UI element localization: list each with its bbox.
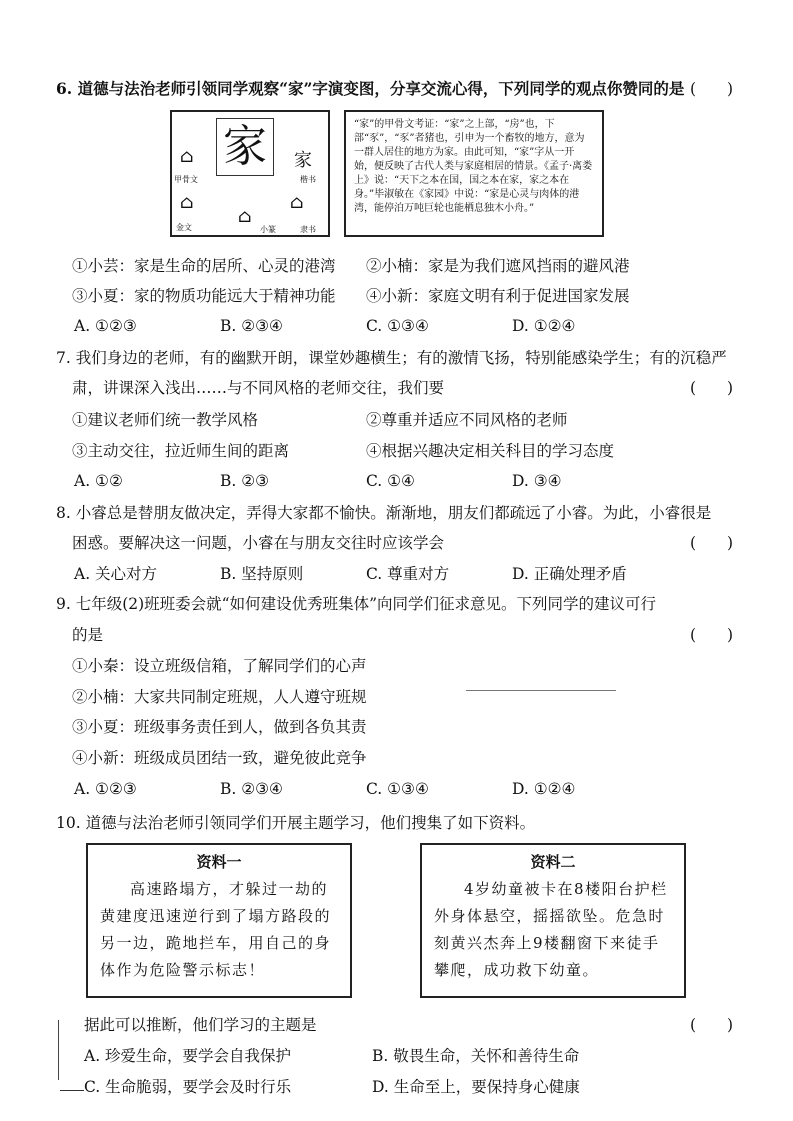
material-box-1 <box>86 843 352 998</box>
lishu-glyph-icon: ⌂ <box>290 192 304 213</box>
jia-text-box: “家”的甲骨文考证：“家”之上部，“房”也，下部“豕”，“豕”者猪也，引申为一个畜牧的地方，意为一群人居住的地方为家。由此可知，“家”字从一开始，便反映了古代人类与家庭相居的情景。《孟子·离娄上》说：“天下之本在国，国之本在家，家之本在身。”毕淑敏在《家园》中说：“家是心灵与肉体的港湾，能停泊万吨巨轮也能栖息独木小舟。” <box>344 110 604 237</box>
scan-mark <box>466 690 616 691</box>
label-xiaozhuan: 小篆 <box>260 225 276 234</box>
kaishu-char: 家 <box>294 150 312 171</box>
q6-option-d: D. ①②④ <box>512 317 576 335</box>
q9-stem-line2: 的是 <box>72 626 104 644</box>
material-2-text: 4岁幼童被卡在8楼阳台护栏外身体悬空，摇摇欲坠。危急时刻黄兴杰奔上9楼翻窗下来徒手攀爬，成功救下幼童。 <box>434 880 668 979</box>
q6-answer-paren: ( ) <box>690 80 734 98</box>
q7-statement-1: ①建议老师们统一教学风格 <box>72 411 259 429</box>
q7-stem-line2: 肃，讲课深入浅出……与不同风格的老师交往，我们要 <box>72 379 445 397</box>
q10-prompt: 据此可以推断，他们学习的主题是 <box>84 1016 317 1034</box>
q8-stem-line2: 困惑。要解决这一问题，小睿在与朋友交往时应该学会 <box>72 534 445 552</box>
q10-answer-paren: ( ) <box>690 1016 734 1034</box>
q9-statement-4: ④小新：班级成员团结一致，避免彼此竞争 <box>72 749 367 767</box>
q6-stem: 6. 道德与法治老师引领同学观察“家”字演变图，分享交流心得，下列同学的观点你赞同的是 <box>56 79 685 98</box>
jia-center-char: 家 <box>216 118 274 176</box>
q9-statement-2: ②小楠：大家共同制定班规，人人遵守班规 <box>72 688 367 706</box>
q9-option-c: C. ①③④ <box>366 780 429 798</box>
q7-option-d: D. ③④ <box>512 472 562 490</box>
q8-option-b: B. 坚持原则 <box>220 565 304 583</box>
q7-answer-paren: ( ) <box>690 379 734 397</box>
q7-statement-4: ④根据兴趣决定相关科目的学习态度 <box>366 442 615 460</box>
q9-option-a: A. ①②③ <box>74 780 137 798</box>
q7-option-a: A. ①② <box>74 472 123 490</box>
scan-edge-left <box>58 1020 59 1080</box>
q7-statement-3: ③主动交往，拉近师生间的距离 <box>72 442 290 460</box>
q10-option-c: C. 生命脆弱，要学会及时行乐 <box>84 1078 292 1096</box>
q6-option-a: A. ①②③ <box>74 317 137 335</box>
label-jiaguwen: 甲骨文 <box>174 175 198 184</box>
q10-option-a: A. 珍爱生命，要学会自我保护 <box>84 1047 292 1065</box>
material-1-title: 资料一 <box>196 853 242 871</box>
q10-option-d: D. 生命至上，要保持身心健康 <box>372 1078 580 1096</box>
q7-option-c: C. ①④ <box>366 472 415 490</box>
label-kaishu: 楷书 <box>300 175 316 184</box>
q9-option-d: D. ①②④ <box>512 780 576 798</box>
q9-answer-paren: ( ) <box>690 626 734 644</box>
material-2-title: 资料二 <box>530 853 576 871</box>
material-1-text: 高速路塌方，才躲过一劫的黄建度迅速逆行到了塌方路段的另一边，跪地拦车，用自己的身体作为危险警示标志！ <box>100 880 332 979</box>
q8-answer-paren: ( ) <box>690 534 734 552</box>
material-box-2 <box>420 843 686 998</box>
q7-statement-2: ②尊重并适应不同风格的老师 <box>366 411 568 429</box>
q6-statement-4: ④小新：家庭文明有利于促进国家发展 <box>366 287 630 305</box>
q8-option-d: D. 正确处理矛盾 <box>512 565 627 583</box>
q9-option-b: B. ②③④ <box>220 780 283 798</box>
q6-statement-2: ②小楠：家是为我们遮风挡雨的避风港 <box>366 257 630 275</box>
q6-option-b: B. ②③④ <box>220 317 283 335</box>
q9-statement-3: ③小夏：班级事务责任到人，做到各负其责 <box>72 718 367 736</box>
jia-evolution-figure <box>170 110 330 237</box>
q6-option-c: C. ①③④ <box>366 317 429 335</box>
xiaozhuan-glyph-icon: ⌂ <box>238 206 252 227</box>
q10-stem: 10. 道德与法治老师引领同学们开展主题学习，他们搜集了如下资料。 <box>56 814 536 832</box>
q10-option-b: B. 敬畏生命，关怀和善待生命 <box>372 1047 580 1065</box>
q7-option-b: B. ②③ <box>220 472 270 490</box>
q7-stem-line1: 7. 我们身边的老师，有的幽默开朗，课堂妙趣横生；有的激情飞扬，特别能感染学生；有的沉稳严 <box>56 349 727 367</box>
q6-statement-3: ③小夏：家的物质功能远大于精神功能 <box>72 287 336 305</box>
q8-option-c: C. 尊重对方 <box>366 565 450 583</box>
q8-option-a: A. 关心对方 <box>74 565 158 583</box>
jiaguwen-glyph-icon: ⌂ <box>180 146 194 167</box>
q8-stem-line1: 8. 小睿总是替朋友做决定，弄得大家都不愉快。渐渐地，朋友们都疏远了小睿。为此，小睿很是 <box>56 504 712 522</box>
label-jinwen: 金文 <box>176 223 192 232</box>
label-lishu: 隶书 <box>300 225 316 234</box>
scan-mark-left <box>60 1090 84 1091</box>
q9-stem-line1: 9. 七年级(2)班班委会就“如何建设优秀班集体”向同学们征求意见。下列同学的建议可行 <box>56 595 657 613</box>
jinwen-glyph-icon: ⌂ <box>180 192 194 213</box>
q6-statement-1: ①小芸：家是生命的居所、心灵的港湾 <box>72 257 336 275</box>
q9-statement-1: ①小秦：设立班级信箱，了解同学们的心声 <box>72 657 367 675</box>
